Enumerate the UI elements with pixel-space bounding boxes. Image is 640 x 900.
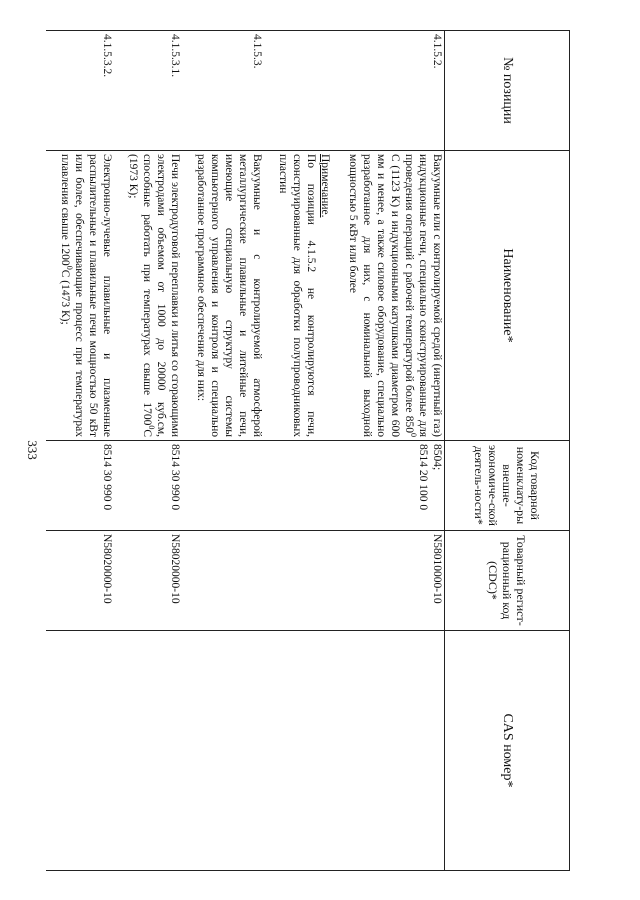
row-cdc — [182, 531, 264, 631]
degree-sup: 0 — [64, 265, 74, 270]
note-title: Примечание. — [319, 154, 331, 218]
row-description: Вакуумные и с контролируемой атмосферой металлургические плавильные и литейные печи, имеющие специальную структуру системы компьютерного управления и контроля и специально разработанное программное обеспечение для них: — [182, 151, 264, 441]
row-cas — [46, 631, 114, 871]
degree-sup: 0 — [146, 425, 156, 430]
table-row — [182, 31, 264, 871]
row-cas — [114, 631, 182, 871]
document-page — [59, 30, 570, 870]
header-name: Наименование* — [445, 151, 570, 441]
row-cdc: N58020000-10 — [114, 531, 182, 631]
row-cdc: N58020000-10 — [46, 531, 114, 631]
desc-text-1: Вакуумные или с контролируемой средой (инертный газ) индукционные печи, специально сконструированные для проведения операций с рабочей температурой более 850 — [403, 154, 443, 437]
table-row — [264, 31, 445, 871]
row-tnved: 8514 30 990 0 — [46, 441, 114, 531]
row-tnved — [182, 441, 264, 531]
row-description — [114, 151, 182, 441]
note-text: По позиции 4.1.5.2 не контролируются печи, сконструированные для обработки полупроводниковых пластин — [277, 154, 317, 437]
page-number: 333 — [25, 440, 40, 460]
row-number: 4.1.5.2. — [264, 31, 445, 151]
desc-text-2: С (1973 К); — [127, 154, 153, 437]
desc-text-1: Электронно-лучевые плавильные и плазменные распылительные и плавильные печи мощностью 50 кВт или более, обеспечивающие процесс при температурах плавления свыше 1200 — [59, 154, 113, 437]
degree-sup: 0 — [408, 433, 418, 437]
row-cas — [264, 631, 445, 871]
row-cdc: N58010000-10 — [264, 531, 445, 631]
row-number: 4.1.5.3. — [182, 31, 264, 151]
header-position: № позиции — [445, 31, 570, 151]
row-tnved — [264, 441, 445, 531]
header-cdc: Товарный регист-рационный код (CDC)* — [445, 531, 570, 631]
table-header-row — [445, 31, 570, 871]
row-tnved: 8514 30 990 0 — [114, 441, 182, 531]
desc-text-2: С (1473 К); — [59, 269, 71, 325]
row-description — [46, 151, 114, 441]
desc-text-2: С (1123 К) и индукционными катушками диаметром 600 мм и менее, а также силовое оборудование, специально разработанное для них, с номинальной выходной мощностью 5 кВт или более — [347, 154, 401, 437]
row-cas — [182, 631, 264, 871]
row-number: 4.1.5.3.2. — [46, 31, 114, 151]
table-row — [46, 31, 114, 871]
tnved-line-1: 8504; — [431, 444, 443, 471]
header-cas: CAS номер* — [445, 631, 570, 871]
desc-text-1: Печи электродуговой переплавки и литья со сгорающими электродами объемом от 1000 до 20000 куб.см, способные работать при температурах свыше 1700 — [141, 154, 181, 437]
header-tnved: Код товарной номенклату-ры внешне-экономиче-ской деятель-ности* — [445, 441, 570, 531]
goods-table — [46, 30, 570, 871]
tnved-line-2: 8514 20 100 0 — [417, 444, 429, 511]
table-row — [114, 31, 182, 871]
row-number: 4.1.5.3.1. — [114, 31, 182, 151]
row-description — [264, 151, 445, 441]
